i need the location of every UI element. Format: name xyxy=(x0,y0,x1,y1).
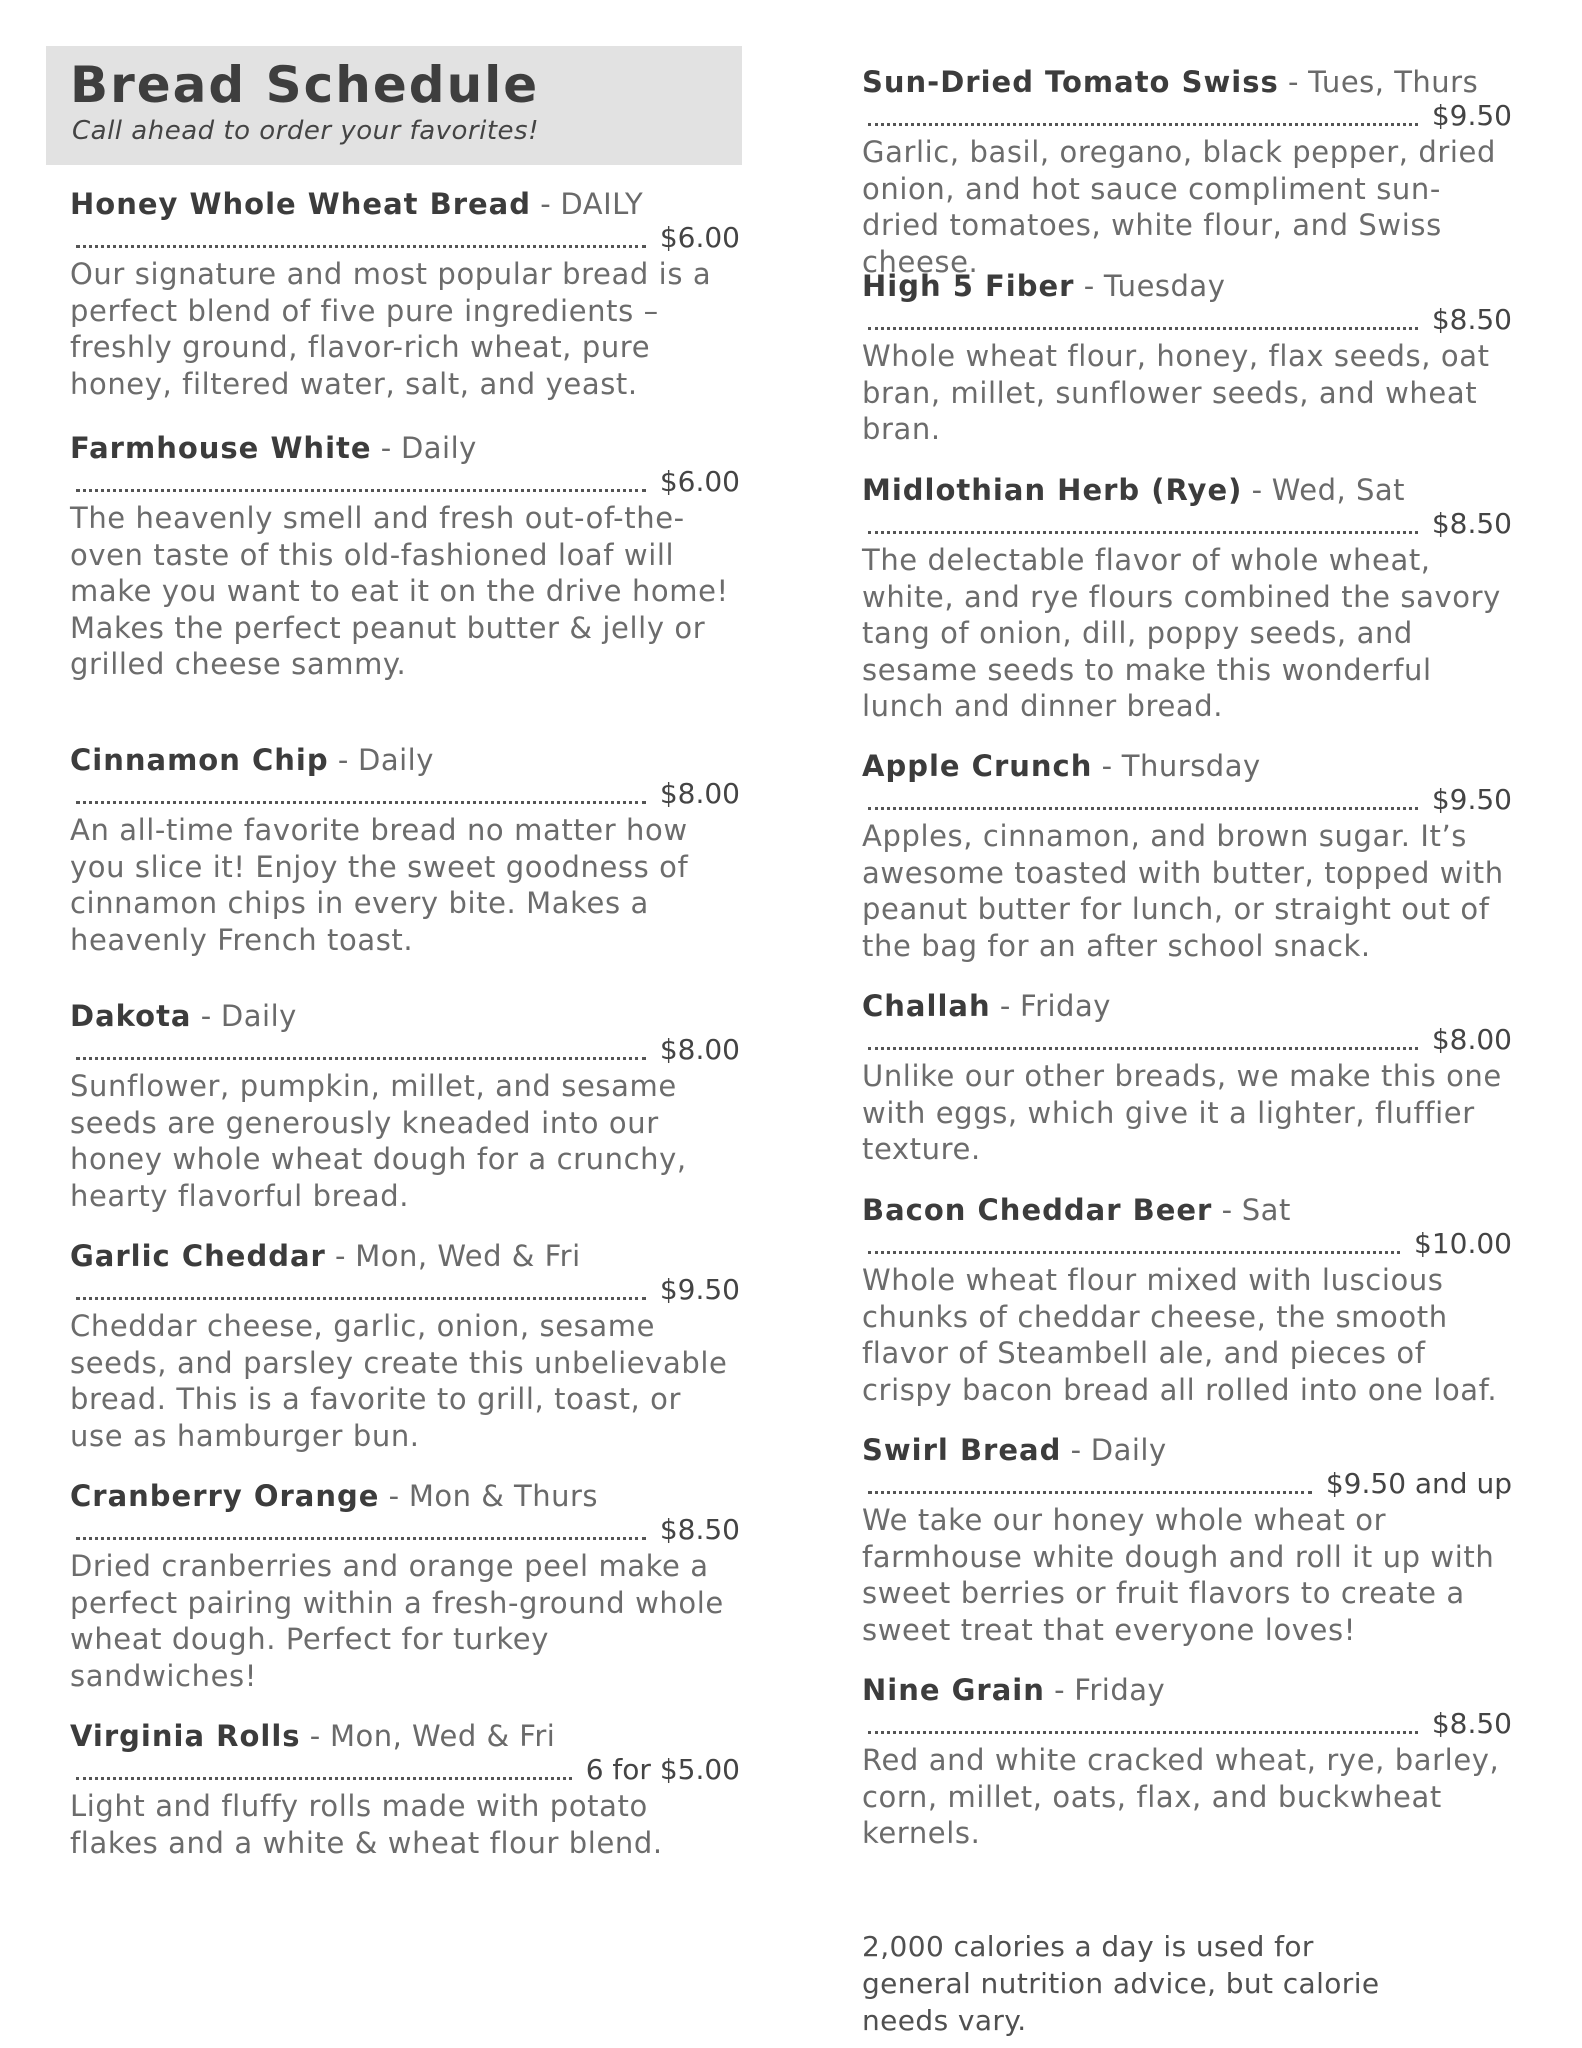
dot-leader xyxy=(868,327,1418,330)
item-separator: - xyxy=(1070,1433,1082,1467)
item-price: $10.00 xyxy=(1414,1227,1512,1260)
item-name: Garlic Cheddar xyxy=(70,1239,326,1273)
item-name: Challah xyxy=(862,989,991,1023)
nutrition-note: 2,000 calories a day is used for general nutrition advice, but calorie needs vary. xyxy=(862,1930,1380,2037)
item-separator: - xyxy=(380,431,392,465)
menu-item-cranberry-orange xyxy=(70,1478,740,1694)
item-description: The delectable flavor of whole wheat, white, and rye flours combined the savory tang of onion, dill, poppy seeds, and sesame seeds to make this wonderful lunch and dinner bread. xyxy=(862,543,1501,723)
menu-item-dakota xyxy=(70,998,740,1214)
menu-item-nine-grain xyxy=(862,1672,1512,1852)
item-description: Cheddar cheese, garlic, onion, sesame seeds, and parsley create this unbelievable bread. This is a favorite to grill, toast, or use as hamburger bun. xyxy=(70,1309,728,1453)
menu-item-midlothian-herb xyxy=(862,472,1512,725)
item-price: $8.50 xyxy=(1431,1707,1512,1740)
menu-item-garlic-cheddar xyxy=(70,1238,740,1454)
price-line xyxy=(862,1024,1512,1056)
item-separator: - xyxy=(1251,473,1263,507)
item-description: An all-time favorite bread no matter how you slice it! Enjoy the sweet goodness of cinnamon chips in every bite. Makes a heavenly French toast. xyxy=(70,813,689,957)
item-name: Honey Whole Wheat Bread xyxy=(70,187,532,221)
item-name: Bacon Cheddar Beer xyxy=(862,1193,1213,1227)
price-line xyxy=(70,1754,740,1786)
item-name: Sun-Dried Tomato Swiss xyxy=(862,65,1279,99)
item-name: Apple Crunch xyxy=(862,749,1093,783)
dot-leader xyxy=(76,1777,572,1780)
dot-leader xyxy=(76,1057,646,1060)
item-days: Friday xyxy=(1020,989,1111,1023)
item-price: $8.50 xyxy=(1431,507,1512,540)
menu-item-cinnamon-chip xyxy=(70,742,740,958)
item-days: Thursday xyxy=(1121,749,1261,783)
item-price: $8.00 xyxy=(659,777,740,810)
menu-item-honey-whole-wheat xyxy=(70,186,740,402)
dot-leader xyxy=(76,245,646,248)
item-price: $8.50 xyxy=(659,1513,740,1546)
price-line xyxy=(70,222,740,254)
item-days: Daily xyxy=(400,431,477,465)
item-price: $9.50 xyxy=(1431,783,1512,816)
menu-item-farmhouse-white xyxy=(70,430,740,683)
page-subtitle: Call ahead to order your favorites! xyxy=(72,116,540,146)
item-price: $6.00 xyxy=(659,221,740,254)
item-description: We take our honey whole wheat or farmhouse white dough and roll it up with sweet berries or fruit flavors to create a sweet treat that everyone loves! xyxy=(862,1503,1495,1647)
item-days: DAILY xyxy=(560,187,644,221)
price-line xyxy=(862,304,1512,336)
menu-item-sun-dried-tomato-swiss xyxy=(862,64,1512,280)
price-line xyxy=(70,1514,740,1546)
item-name: Cranberry Orange xyxy=(70,1479,380,1513)
item-days: Daily xyxy=(220,999,297,1033)
price-line xyxy=(70,1034,740,1066)
item-name: Virginia Rolls xyxy=(70,1719,301,1753)
menu-item-bacon-cheddar-beer xyxy=(862,1192,1512,1408)
item-price: 6 for $5.00 xyxy=(585,1753,740,1786)
price-line xyxy=(70,778,740,810)
item-days: Tues, Thurs xyxy=(1308,65,1479,99)
item-separator: - xyxy=(1054,1673,1066,1707)
price-line xyxy=(862,508,1512,540)
price-line xyxy=(862,784,1512,816)
item-days: Mon & Thurs xyxy=(408,1479,599,1513)
item-description: The heavenly smell and fresh out-of-the-oven taste of this old-fashioned loaf will make you want to eat it on the drive home! Makes the perfect peanut butter & jelly or grilled cheese sammy. xyxy=(70,501,729,681)
price-line xyxy=(70,1274,740,1306)
item-separator: - xyxy=(1101,749,1113,783)
item-separator: - xyxy=(540,187,552,221)
item-description: Whole wheat flour, honey, flax seeds, oat bran, millet, sunflower seeds, and wheat bran. xyxy=(862,339,1490,446)
item-price: $9.50 xyxy=(1431,99,1512,132)
item-separator: - xyxy=(200,999,212,1033)
price-line xyxy=(862,1228,1512,1260)
item-separator: - xyxy=(1083,269,1095,303)
dot-leader xyxy=(868,1731,1418,1734)
item-separator: - xyxy=(309,1719,321,1753)
dot-leader xyxy=(76,801,646,804)
item-name: High 5 Fiber xyxy=(862,269,1075,303)
item-days: Tuesday xyxy=(1103,269,1226,303)
dot-leader xyxy=(868,1491,1312,1494)
page-title: Bread Schedule xyxy=(70,56,540,114)
item-separator: - xyxy=(1287,65,1299,99)
menu-item-apple-crunch xyxy=(862,748,1512,964)
item-separator: - xyxy=(388,1479,400,1513)
dot-leader xyxy=(868,531,1418,534)
item-description: Whole wheat flour mixed with luscious chunks of cheddar cheese, the smooth flavor of Steambell ale, and pieces of crispy bacon bread all rolled into one loaf. xyxy=(862,1263,1498,1407)
item-description: Light and fluffy rolls made with potato flakes and a white & wheat flour blend. xyxy=(70,1789,663,1860)
item-price: $8.00 xyxy=(659,1033,740,1066)
item-name: Midlothian Herb (Rye) xyxy=(862,473,1243,507)
item-name: Cinnamon Chip xyxy=(70,743,329,777)
item-price: $8.00 xyxy=(1431,1023,1512,1056)
item-description: Sunflower, pumpkin, millet, and sesame seeds are generously kneaded into our honey whole wheat dough for a crunchy, hearty flavorful bread. xyxy=(70,1069,687,1213)
item-name: Dakota xyxy=(70,999,192,1033)
dot-leader xyxy=(868,1251,1400,1254)
menu-item-virginia-rolls xyxy=(70,1718,740,1861)
item-separator: - xyxy=(335,1239,347,1273)
item-price: $6.00 xyxy=(659,465,740,498)
menu-item-challah xyxy=(862,988,1512,1168)
item-description: Dried cranberries and orange peel make a perfect pairing within a fresh-ground whole wheat dough. Perfect for turkey sandwiches! xyxy=(70,1549,724,1693)
item-description: Unlike our other breads, we make this one with eggs, which give it a lighter, fluffier texture. xyxy=(862,1059,1502,1166)
item-name: Swirl Bread xyxy=(862,1433,1062,1467)
item-separator: - xyxy=(999,989,1011,1023)
header-box xyxy=(46,46,742,165)
price-line xyxy=(862,1468,1512,1500)
item-days: Sat xyxy=(1241,1193,1291,1227)
item-price: $9.50 xyxy=(659,1273,740,1306)
dot-leader xyxy=(868,123,1418,126)
item-price: $9.50 and up xyxy=(1325,1467,1512,1500)
item-description: Red and white cracked wheat, rye, barley, corn, millet, oats, flax, and buckwheat kernels. xyxy=(862,1743,1500,1850)
menu-item-high-5-fiber xyxy=(862,268,1512,448)
item-separator: - xyxy=(337,743,349,777)
dot-leader xyxy=(868,807,1418,810)
item-separator: - xyxy=(1221,1193,1233,1227)
item-days: Mon, Wed & Fri xyxy=(329,1719,556,1753)
item-description: Garlic, basil, oregano, black pepper, dried onion, and hot sauce compliment sun-dried tomatoes, white flour, and Swiss cheese. xyxy=(862,135,1497,279)
dot-leader xyxy=(76,489,646,492)
dot-leader xyxy=(76,1537,646,1540)
menu-item-swirl-bread xyxy=(862,1432,1512,1648)
dot-leader xyxy=(868,1047,1418,1050)
item-name: Farmhouse White xyxy=(70,431,372,465)
price-line xyxy=(70,466,740,498)
item-description: Apples, cinnamon, and brown sugar. It’s awesome toasted with butter, topped with peanut butter for lunch, or straight out of the bag for an after school snack. xyxy=(862,819,1504,963)
item-name: Nine Grain xyxy=(862,1673,1045,1707)
item-days: Mon, Wed & Fri xyxy=(355,1239,581,1273)
price-line xyxy=(862,100,1512,132)
item-days: Daily xyxy=(358,743,434,777)
item-days: Friday xyxy=(1074,1673,1166,1707)
item-price: $8.50 xyxy=(1431,303,1512,336)
price-line xyxy=(862,1708,1512,1740)
item-days: Daily xyxy=(1090,1433,1167,1467)
item-days: Wed, Sat xyxy=(1271,473,1406,507)
dot-leader xyxy=(76,1297,646,1300)
item-description: Our signature and most popular bread is a perfect blend of five pure ingredients – freshly ground, flavor-rich wheat, pure honey, filtered water, salt, and yeast. xyxy=(70,257,712,401)
